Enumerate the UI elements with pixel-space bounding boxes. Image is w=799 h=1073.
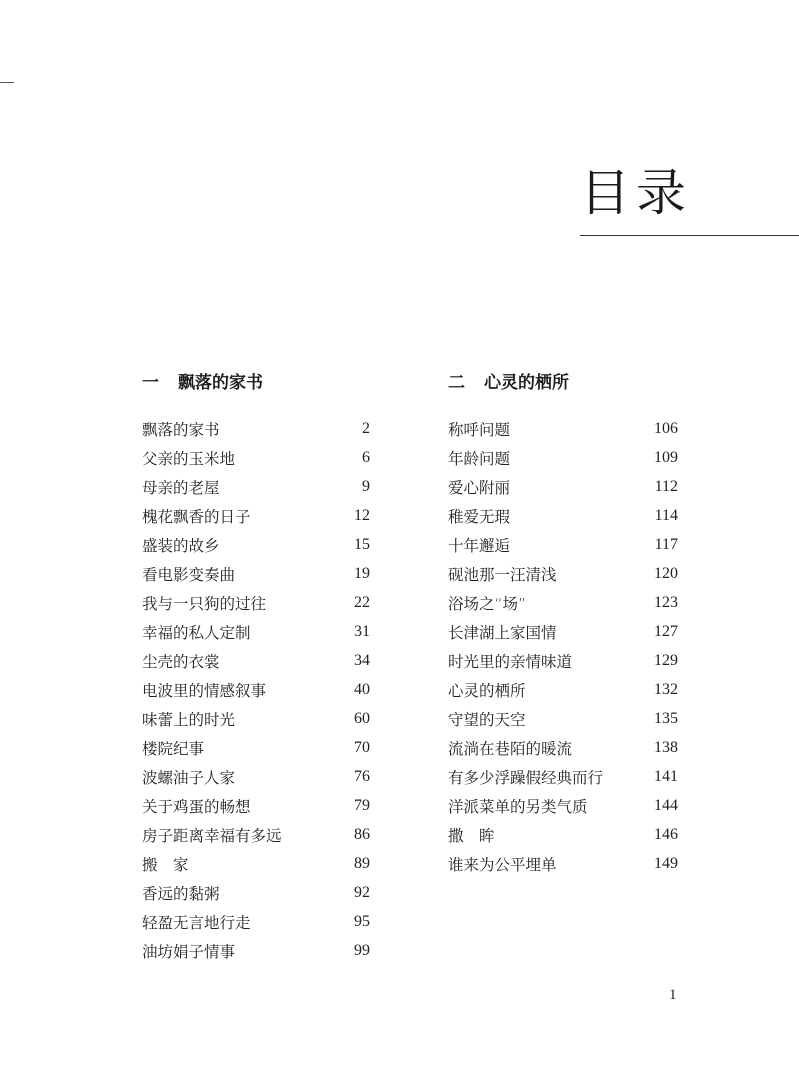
toc-entry-title: 油坊娟子情事 <box>142 942 236 961</box>
toc-list <box>142 414 370 965</box>
toc-entry-title: 心灵的栖所 <box>448 681 526 700</box>
toc-entry-title: 撒 眸 <box>448 826 495 845</box>
toc-entry-title: 轻盈无言地行走 <box>142 913 251 932</box>
section-number: 二 <box>448 373 465 393</box>
toc-entry-page: 89 <box>354 854 370 872</box>
toc-entry[interactable] <box>448 414 678 443</box>
toc-entry[interactable] <box>448 675 678 704</box>
toc-entry[interactable] <box>448 559 678 588</box>
section-1 <box>142 372 370 965</box>
toc-entry[interactable] <box>142 501 370 530</box>
toc-entry[interactable] <box>142 530 370 559</box>
toc-entry-page: 86 <box>354 825 370 843</box>
toc-entry-title: 搬 家 <box>142 855 189 874</box>
toc-entry-title: 有多少浮躁假经典而行 <box>448 768 604 787</box>
toc-entry-page: 149 <box>654 854 678 872</box>
toc-entry-title: 我与一只狗的过往 <box>142 594 267 613</box>
toc-entry-title: 盛装的故乡 <box>142 536 220 555</box>
toc-entry-page: 40 <box>354 680 370 698</box>
toc-entry-page: 79 <box>354 796 370 814</box>
toc-entry-title: 浴场之“场” <box>448 594 527 613</box>
toc-entry-page: 95 <box>354 912 370 930</box>
toc-entry-title: 长津湖上家国情 <box>448 623 557 642</box>
toc-entry-page: 138 <box>654 738 678 756</box>
corner-crop-mark <box>0 82 14 83</box>
toc-entry-page: 92 <box>354 883 370 901</box>
toc-entry[interactable] <box>448 617 678 646</box>
toc-entry[interactable] <box>142 414 370 443</box>
toc-entry[interactable] <box>142 733 370 762</box>
toc-entry-title: 谁来为公平埋单 <box>448 855 557 874</box>
toc-entry[interactable] <box>142 646 370 675</box>
toc-entry-title: 味蕾上的时光 <box>142 710 236 729</box>
toc-entry[interactable] <box>448 530 678 559</box>
toc-entry[interactable] <box>142 907 370 936</box>
toc-entry-title: 母亲的老屋 <box>142 478 220 497</box>
toc-entry[interactable] <box>142 617 370 646</box>
toc-entry-page: 132 <box>654 680 678 698</box>
toc-entry[interactable] <box>142 936 370 965</box>
toc-entry[interactable] <box>142 443 370 472</box>
toc-entry-page: 12 <box>354 506 370 524</box>
toc-entry-page: 9 <box>362 477 370 495</box>
toc-entry[interactable] <box>448 733 678 762</box>
toc-entry[interactable] <box>142 878 370 907</box>
toc-entry-title: 年龄问题 <box>448 449 511 468</box>
toc-entry[interactable] <box>142 762 370 791</box>
toc-entry-title: 飘落的家书 <box>142 420 220 439</box>
toc-entry[interactable] <box>448 588 678 617</box>
toc-entry-page: 99 <box>354 941 370 959</box>
toc-entry-title: 爱心附丽 <box>448 478 511 497</box>
toc-entry[interactable] <box>142 704 370 733</box>
toc-entry-page: 106 <box>654 419 678 437</box>
toc-entry-title: 看电影变奏曲 <box>142 565 236 584</box>
toc-entry-title: 香远的黏粥 <box>142 884 220 903</box>
toc-entry-title: 十年邂逅 <box>448 536 511 555</box>
toc-entry-title: 时光里的亲情味道 <box>448 652 573 671</box>
toc-entry-page: 123 <box>654 593 678 611</box>
toc-entry-page: 135 <box>654 709 678 727</box>
toc-entry-page: 144 <box>654 796 678 814</box>
toc-entry-title: 关于鸡蛋的畅想 <box>142 797 251 816</box>
toc-entry[interactable] <box>448 762 678 791</box>
toc-entry[interactable] <box>142 472 370 501</box>
toc-entry-title: 守望的天空 <box>448 710 526 729</box>
toc-entry[interactable] <box>142 820 370 849</box>
toc-entry-title: 父亲的玉米地 <box>142 449 236 468</box>
toc-entry-page: 109 <box>654 448 678 466</box>
toc-entry-title: 楼院纪事 <box>142 739 205 758</box>
toc-entry[interactable] <box>448 472 678 501</box>
toc-entry-page: 70 <box>354 738 370 756</box>
toc-list <box>448 414 678 878</box>
section-title: 飘落的家书 <box>178 373 263 393</box>
toc-entry[interactable] <box>448 791 678 820</box>
toc-entry[interactable] <box>142 559 370 588</box>
toc-entry[interactable] <box>142 588 370 617</box>
toc-entry-page: 114 <box>654 506 678 524</box>
section-number: 一 <box>142 373 159 393</box>
toc-entry-page: 19 <box>354 564 370 582</box>
toc-entry-title: 波螺油子人家 <box>142 768 236 787</box>
toc-entry-title: 洋派菜单的另类气质 <box>448 797 588 816</box>
toc-entry-title: 称呼问题 <box>448 420 511 439</box>
section-heading <box>448 372 678 394</box>
toc-entry[interactable] <box>142 849 370 878</box>
toc-entry-title: 幸福的私人定制 <box>142 623 251 642</box>
toc-entry[interactable] <box>448 704 678 733</box>
toc-entry-page: 141 <box>654 767 678 785</box>
toc-entry-page: 6 <box>362 448 370 466</box>
toc-entry-title: 稚爱无瑕 <box>448 507 511 526</box>
toc-entry-page: 120 <box>654 564 678 582</box>
toc-entry-page: 31 <box>354 622 370 640</box>
toc-entry[interactable] <box>142 791 370 820</box>
toc-entry[interactable] <box>448 501 678 530</box>
toc-entry-page: 127 <box>654 622 678 640</box>
section-2 <box>448 372 678 878</box>
toc-entry-page: 112 <box>654 477 678 495</box>
toc-entry[interactable] <box>448 646 678 675</box>
toc-title: 目录 <box>580 164 692 222</box>
toc-entry-page: 2 <box>362 419 370 437</box>
toc-entry-page: 129 <box>654 651 678 669</box>
toc-entry-page: 60 <box>354 709 370 727</box>
page-number: 1 <box>669 987 677 1003</box>
toc-entry-title: 房子距离幸福有多远 <box>142 826 282 845</box>
section-title: 心灵的栖所 <box>484 373 569 393</box>
toc-entry-title: 尘壳的衣裳 <box>142 652 220 671</box>
title-rule <box>580 235 799 236</box>
toc-entry-page: 146 <box>654 825 678 843</box>
toc-entry-page: 117 <box>654 535 678 553</box>
toc-entry-title: 槐花飘香的日子 <box>142 507 251 526</box>
toc-entry-page: 76 <box>354 767 370 785</box>
toc-entry-title: 砚池那一汪清浅 <box>448 565 557 584</box>
section-heading <box>142 372 370 394</box>
toc-entry-title: 电波里的情感叙事 <box>142 681 267 700</box>
toc-entry[interactable] <box>448 820 678 849</box>
toc-entry[interactable] <box>448 849 678 878</box>
toc-entry-page: 34 <box>354 651 370 669</box>
toc-entry-page: 15 <box>354 535 370 553</box>
toc-entry-page: 22 <box>354 593 370 611</box>
toc-entry[interactable] <box>448 443 678 472</box>
toc-entry-title: 流淌在巷陌的暖流 <box>448 739 573 758</box>
toc-entry[interactable] <box>142 675 370 704</box>
